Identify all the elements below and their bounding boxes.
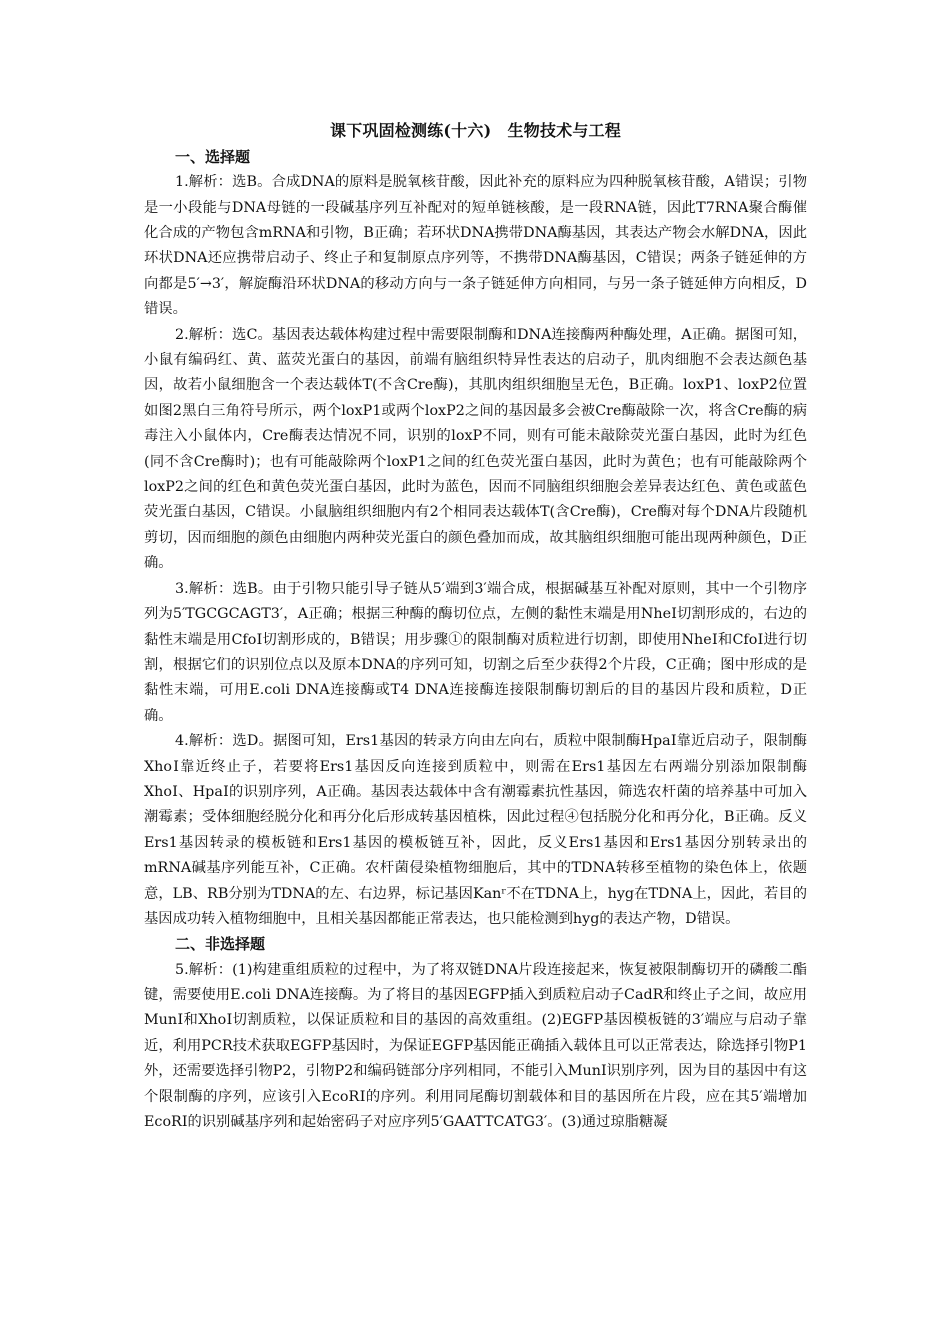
answer-text: 选B。由于引物只能引导子链从5′端到3′端合成，根据碱基互补配对原则，其中一个引物序列为5′TGCGCAGT3′，A正确；根据三种酶的酶切位点，左侧的黏性末端是用NheⅠ切割形成的，右边的黏性末端是用CfoⅠ切割形成的，B错误；用步骤①的限制酶对质粒进行切割，即使用NheⅠ和CfoⅠ进行切割，根据它们的识别位点以及原本DNA的序列可知，切割之后至少获得2个片段，C正确；图中形成的是黏性末端，可用E.coli DNA连接酶或T4 DNA连接酶连接限制酶切割后的目的基因片段和质粒，D正确。 bbox=[144, 580, 808, 724]
answer-paragraph-3 bbox=[144, 577, 807, 729]
page-title: 课下巩固检测练(十六) 生物技术与工程 bbox=[330, 121, 621, 140]
answer-label: 5.解析： bbox=[175, 961, 233, 978]
document-page bbox=[144, 118, 807, 1135]
section-heading-choice: 一、选择题 bbox=[175, 148, 251, 166]
answer-text: (1)构建重组质粒的过程中，为了将双链DNA片段连接起来，恢复被限制酶切开的磷酸二酯键，需要使用E.coli DNA连接酶。为了将目的基因EGFP插入到质粒启动子CadR和终止子之间，故应用MunⅠ和XhoⅠ切割质粒，以保证质粒和目的基因的高效重组。(2)EGFP基因模板链的3′端应与启动子靠近，利用PCR技术获取EGFP基因时，为保证EGFP基因能正确插入载体且可以正常表达，除选择引物P1外，还需要选择引物P2，引物P2和编码链部分序列相同，不能引入MunⅠ识别序列，因为目的基因中有这个限制酶的序列，应该引入EcoRⅠ的序列。利用同尾酶切割载体和目的基因所在片段，应在其5′端增加EcoRⅠ的识别碱基序列和起始密码子对应序列5′GAATTCATG3′。(3)通过琼脂糖凝 bbox=[144, 961, 807, 1131]
answer-paragraph-1 bbox=[144, 170, 807, 322]
answer-text: 选B。合成DNA的原料是脱氧核苷酸，因此补充的原料应为四种脱氧核苷酸，A错误；引物是一小段能与DNA母链的一段碱基序列互补配对的短单链核酸，是一段RNA链，因此T7RNA聚合酶催化合成的产物包含mRNA和引物，B正确；若环状DNA携带DNA酶基因，其表达产物会水解DNA，因此环状DNA还应携带启动子、终止子和复制原点序列等，不携带DNA酶基因，C错误；两条子链延伸的方向都是5′→3′，解旋酶沿环状DNA的移动方向与一条子链延伸方向相同，与另一条子链延伸方向相反，D错误。 bbox=[144, 174, 808, 318]
answer-text: 选C。基因表达载体构建过程中需要限制酶和DNA连接酶两种酶处理，A正确。据图可知，小鼠有编码红、黄、蓝荧光蛋白的基因，前端有脑组织特异性表达的启动子，肌肉细胞不会表达颜色基因，故若小鼠细胞含一个表达载体T(不含Cre酶)，其肌肉组织细胞呈无色，B正确。loxP1、loxP2位置如图2黑白三角符号所示，两个loxP1或两个loxP2之间的基因最多会被Cre酶敲除一次，将含Cre酶的病毒注入小鼠体内，Cre酶表达情况不同，识别的loxP不同，则有可能未敲除荧光蛋白基因，此时为红色(同不含Cre酶时)；也有可能敲除两个loxP1之间的红色荧光蛋白基因，此时为黄色；也有可能敲除两个loxP2之间的红色和黄色荧光蛋白基因，此时为蓝色，因而不同脑组织细胞会差异表达红色、黄色或蓝色荧光蛋白基因，C错误。小鼠脑组织细胞内有2个相同表达载体T(含Cre酶)，Cre酶对每个DNA片段随机剪切，因而细胞的颜色由细胞内两种荧光蛋白的颜色叠加而成，故其脑组织细胞可能出现两种颜色，D正确。 bbox=[144, 326, 807, 572]
answer-text: 选D。据图可知，Ers1基因的转录方向由左向右，质粒中限制酶HpaⅠ靠近启动子，限制酶XhoⅠ靠近终止子，若要将Ers1基因反向连接到质粒中，则需在Ers1基因左右两端分别添加限制酶XhoⅠ、HpaⅠ的识别序列，A正确。基因表达载体中含有潮霉素抗性基因，筛选农杆菌的培养基中可加入潮霉素；受体细胞经脱分化和再分化后形成转基因植株，因此过程④包括脱分化和再分化，B正确。反义Ers1基因转录的模板链和Ers1基因的模板链互补，因此，反义Ers1基因和Ers1基因分别转录出的mRNA碱基序列能互补，C正确。农杆菌侵染植物细胞后，其中的TDNA转移至植物的染色体上，依题意，LB、RB分别为TDNA的左、右边界，标记基因Kanʳ不在TDNA上，hyg在TDNA上，因此，若目的基因成功转入植物细胞中，且相关基因都能正常表达，也只能检测到hyg的表达产物，D错误。 bbox=[144, 733, 807, 927]
answer-paragraph-2 bbox=[144, 323, 807, 577]
section-heading-nonchoice: 二、非选择题 bbox=[175, 935, 266, 954]
answer-label: 1.解析： bbox=[175, 174, 233, 191]
answer-label: 3.解析： bbox=[175, 580, 233, 597]
answer-label: 4.解析： bbox=[175, 733, 233, 750]
answer-label: 2.解析： bbox=[175, 326, 233, 343]
answer-paragraph-5 bbox=[144, 958, 807, 1136]
answer-paragraph-4 bbox=[144, 729, 807, 932]
